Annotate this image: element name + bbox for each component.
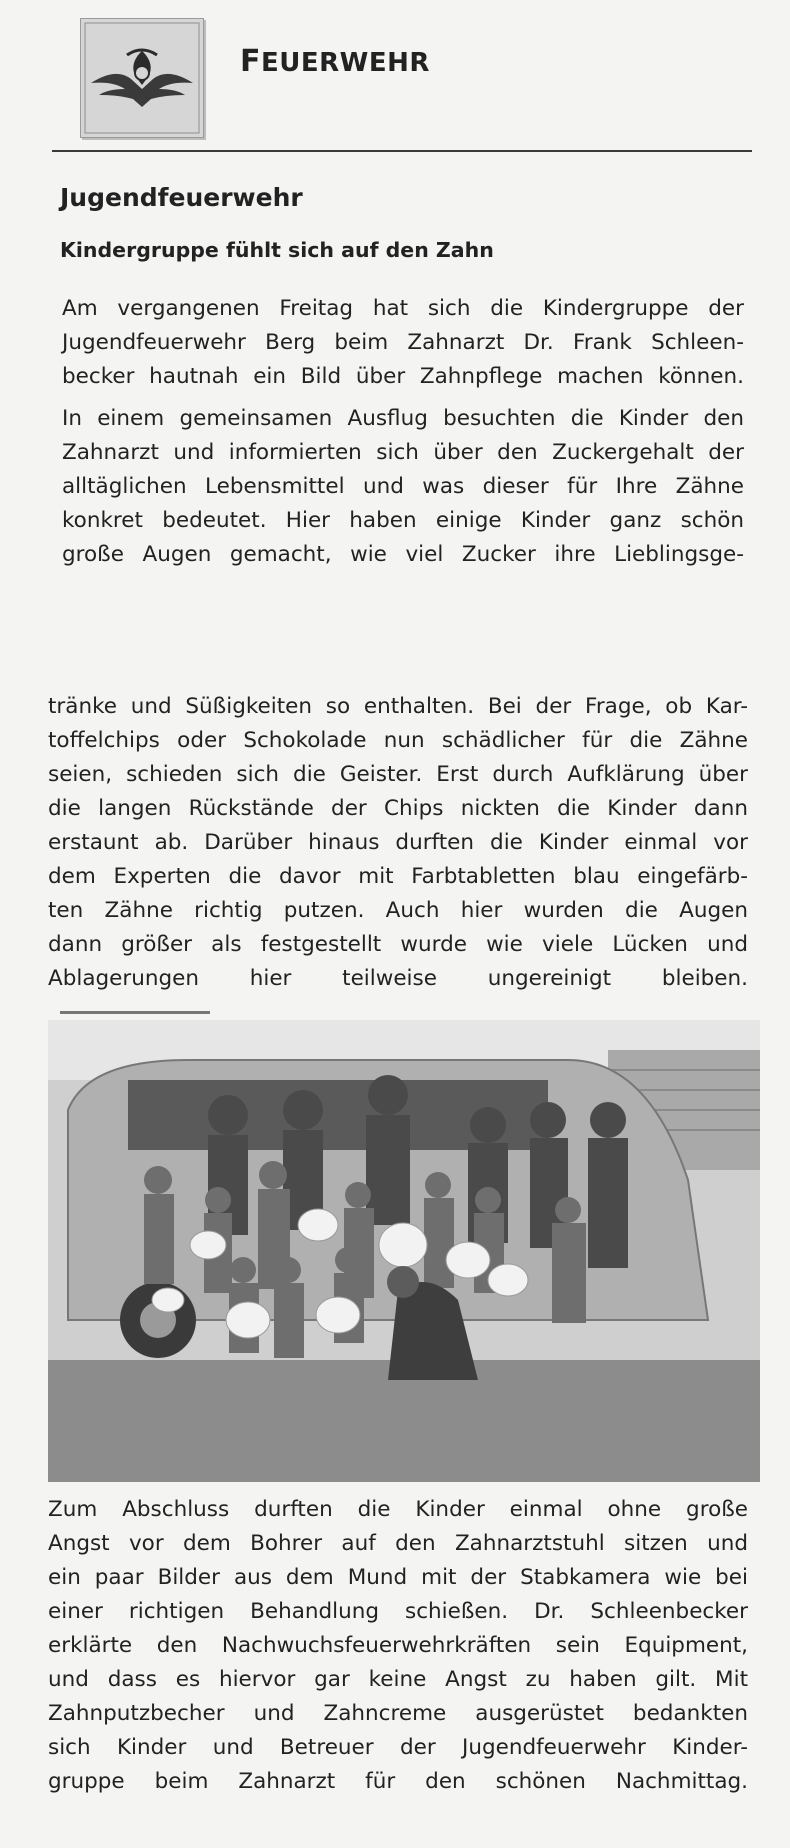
- text-line: erklärte den Nachwuchsfeuerwehrkräften sein Equipment,: [48, 1633, 748, 1658]
- text-line: seien, schieden sich die Geister. Erst durch Aufklärung über: [48, 762, 748, 787]
- text-line: tränke und Süßigkeiten so enthalten. Bei der Frage, ob Kar-: [48, 694, 748, 719]
- second-paragraph: [62, 402, 744, 572]
- text-line: und dass es hiervor gar keine Angst zu haben gilt. Mit: [48, 1667, 748, 1692]
- text-line: Jugendfeuerwehr Berg beim Zahnarzt Dr. Frank Schleen-: [62, 330, 744, 355]
- text-line: dem Experten die davor mit Farbtabletten blau eingefärb-: [48, 864, 748, 889]
- text-line: konkret bedeutet. Hier haben einige Kinder ganz schön: [62, 508, 744, 533]
- section-divider: [52, 150, 752, 152]
- text-line: alltäglichen Lebensmittel und was dieser für Ihre Zähne: [62, 474, 744, 499]
- fire-department-logo: [80, 18, 204, 138]
- text-line: sich Kinder und Betreuer der Jugendfeuerwehr Kinder-: [48, 1735, 748, 1760]
- text-line: ten Zähne richtig putzen. Auch hier wurden die Augen: [48, 898, 748, 923]
- text-line: die langen Rückstände der Chips nickten die Kinder dann: [48, 796, 748, 821]
- intro-paragraph: [62, 292, 744, 394]
- group-photo: [48, 1020, 760, 1482]
- text-line: Zahnputzbecher und Zahncreme ausgerüstet bedankten: [48, 1701, 748, 1726]
- photo-top-rule: [60, 1011, 210, 1014]
- text-line: In einem gemeinsamen Ausflug besuchten die Kinder den: [62, 406, 744, 431]
- article-headline: Jugendfeuerwehr: [60, 183, 303, 212]
- text-line: toffelchips oder Schokolade nun schädlicher für die Zähne: [48, 728, 748, 753]
- text-line: Ablagerungen hier teilweise ungereinigt bleiben.: [48, 966, 748, 991]
- text-line: becker hautnah ein Bild über Zahnpflege machen können.: [62, 364, 744, 389]
- text-line: große Augen gemacht, wie viel Zucker ihre Lieblingsge-: [62, 542, 744, 567]
- group-photo-image: [48, 1020, 760, 1482]
- text-line: Am vergangenen Freitag hat sich die Kindergruppe der: [62, 296, 744, 321]
- third-paragraph: [48, 690, 748, 996]
- article-subheadline: Kindergruppe fühlt sich auf den Zahn: [60, 238, 494, 262]
- text-line: Zahnarzt und informierten sich über den Zuckergehalt der: [62, 440, 744, 465]
- text-line: ein paar Bilder aus dem Mund mit der Stabkamera wie bei: [48, 1565, 748, 1590]
- text-line: Angst vor dem Bohrer auf den Zahnarztstuhl sitzen und: [48, 1531, 748, 1556]
- text-line: einer richtigen Behandlung schießen. Dr. Schleenbecker: [48, 1599, 748, 1624]
- text-line: erstaunt ab. Darüber hinaus durften die Kinder einmal vor: [48, 830, 748, 855]
- text-line: dann größer als festgestellt wurde wie viele Lücken und: [48, 932, 748, 957]
- fourth-paragraph: [48, 1493, 748, 1799]
- text-line: gruppe beim Zahnarzt für den schönen Nachmittag.: [48, 1769, 748, 1794]
- section-title: FEUERWEHR: [240, 44, 430, 79]
- text-line: Zum Abschluss durften die Kinder einmal ohne große: [48, 1497, 748, 1522]
- fire-department-emblem-icon: [81, 19, 203, 137]
